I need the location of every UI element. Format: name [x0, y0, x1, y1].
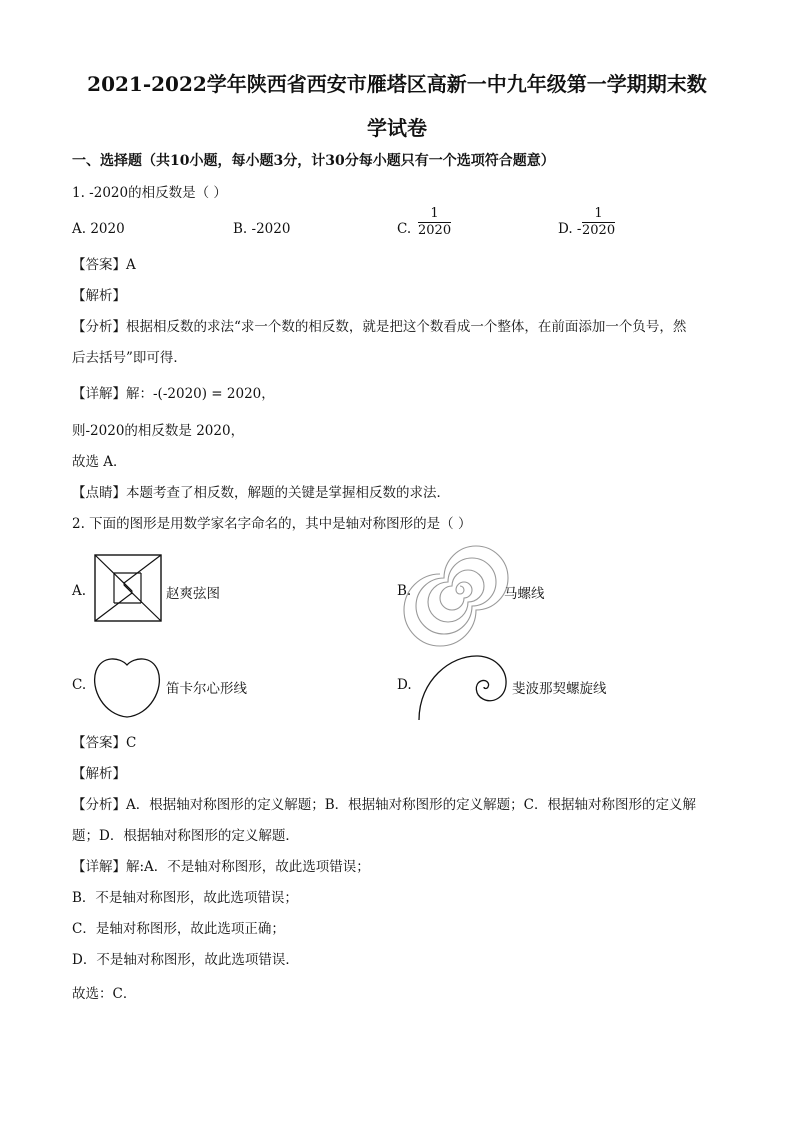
- q2-analysis-label: 【解析】: [72, 766, 126, 782]
- q2-detail-2: B．不是轴对称图形，故此选项错误；: [72, 890, 298, 906]
- q2-analysis-line2: 题；D．根据轴对称图形的定义解题．: [72, 828, 299, 844]
- q2-option-c-letter: C.: [72, 677, 87, 693]
- q2-detail-1: 【详解】解:A．不是轴对称图形，故此选项错误；: [72, 859, 370, 875]
- q2-answer: 【答案】C: [72, 735, 137, 751]
- fibonacci-spiral: [416, 652, 508, 722]
- q2-option-b-label: 马螺线: [504, 586, 545, 602]
- q1-detail-3: 故选 A．: [72, 454, 127, 470]
- q1-option-d-prefix: D. -: [558, 221, 582, 237]
- zhao-shuang-diagram: [94, 554, 162, 622]
- page-title-line2: 学试卷: [367, 116, 427, 140]
- q2-option-d-letter: D.: [397, 677, 412, 693]
- q2-option-c-label: 笛卡尔心形线: [166, 681, 247, 697]
- q1-analysis-label: 【解析】: [72, 288, 126, 304]
- q1-option-c-prefix: C.: [397, 221, 412, 237]
- q2-stem: 2. 下面的图形是用数学家名字命名的，其中是轴对称图形的是（ ）: [72, 516, 472, 532]
- q1-analysis-line1: 【分析】根据相反数的求法“求一个数的相反数，就是把这个数看成一个整体，在前面添加一个负号，然: [72, 319, 687, 335]
- q1-option-d-denominator: 2020: [582, 223, 616, 238]
- q1-option-c-fraction: [418, 206, 451, 239]
- q2-detail-5: 故选：C．: [72, 986, 137, 1002]
- q1-option-c-numerator: 1: [418, 206, 451, 223]
- archimedean-spiral: [420, 550, 500, 630]
- q1-analysis-line2: 后去括号”即可得．: [72, 350, 187, 366]
- q2-detail-3: C．是轴对称图形，故此选项正确；: [72, 921, 285, 937]
- q2-option-a-label: 赵爽弦图: [166, 586, 220, 602]
- q1-stem: 1. -2020的相反数是（ ）: [72, 185, 227, 201]
- q2-option-b-letter: B.: [397, 583, 412, 599]
- q1-option-d-fraction: [582, 206, 615, 239]
- q1-detail-2: 则-2020的相反数是 2020，: [72, 423, 245, 439]
- q2-detail-4: D．不是轴对称图形，故此选项错误．: [72, 952, 299, 968]
- q2-option-a-letter: A.: [72, 583, 87, 599]
- q1-option-b: B. -2020: [233, 221, 291, 237]
- q1-detail: 【详解】解：-(-2020) = 2020，: [72, 386, 275, 402]
- q1-option-a: A. 2020: [72, 221, 125, 237]
- q1-option-c-denominator: 2020: [418, 223, 452, 238]
- q1-answer: 【答案】A: [72, 257, 136, 273]
- q2-analysis-line1: 【分析】A．根据轴对称图形的定义解题；B．根据轴对称图形的定义解题；C．根据轴对称图形的定义解: [72, 797, 696, 813]
- page-title: 2021-2022学年陕西省西安市雁塔区高新一中九年级第一学期期末数: [87, 72, 707, 96]
- cardioid-curve: [92, 655, 162, 719]
- q1-option-d-numerator: 1: [582, 206, 615, 223]
- q1-comment: 【点睛】本题考查了相反数，解题的关键是掌握相反数的求法．: [72, 485, 450, 501]
- section-heading: 一、选择题（共10小题，每小题3分，计30分每小题只有一个选项符合题意）: [72, 153, 555, 169]
- q2-option-d-label: 斐波那契螺旋线: [512, 681, 607, 697]
